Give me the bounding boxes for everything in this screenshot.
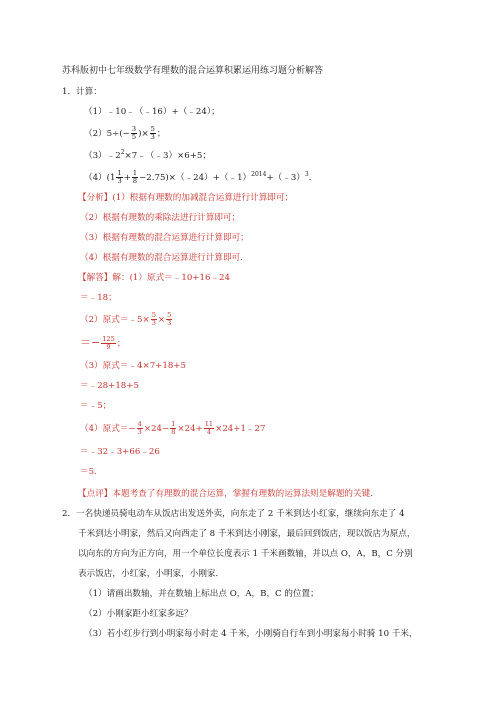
analysis-line-1: 【分析】(1）根据有理数的加减混合运算进行计算即可； bbox=[78, 193, 294, 203]
analysis-line-3: （3）根据有理数的混合运算进行计算即可； bbox=[80, 233, 249, 243]
q1-item-2: （2）5÷(− $\frac{3}{5}$ )× $\frac{5}{3}$ ； bbox=[84, 125, 166, 141]
fraction: $\frac{125}{9}$ bbox=[102, 335, 115, 351]
fraction: $\frac{1}{3}$ bbox=[117, 169, 122, 185]
question-2-part-3: （3）若小红步行到小明家每小时走 4 千米，小刚骑自行车到小明家每小时骑 10 千米， bbox=[84, 629, 418, 639]
comment-line: 【点评】本题考查了有理数的混合运算，掌握有理数的运算法则是解题的关键． bbox=[78, 489, 379, 499]
q1-item-3: $(3)﹣2^2\times 7﹣(﹣3)\times 6+5$； bbox=[84, 149, 211, 161]
analysis-line-2: （2）根据有理数的乘除法进行计算即可； bbox=[80, 213, 241, 223]
solution-line-2: ＝﹣18； bbox=[80, 293, 117, 303]
solution-line-5: （3）原式＝﹣4×7+18+5 bbox=[80, 361, 186, 371]
question-2-line-4: 表示饭店，小红家，小明家，小刚家． bbox=[78, 569, 225, 579]
q1-item-2-lead: （2）5÷(− bbox=[84, 129, 130, 139]
q1-item-1: （1）﹣10﹣（﹣16）+（﹣24）； bbox=[84, 107, 220, 117]
solution-line-9: ＝﹣32﹣3+66﹣26 bbox=[80, 447, 160, 457]
fraction: $\frac{3}{5}$ bbox=[131, 125, 137, 141]
question-2-line-2: 千米到达小明家，然后又向西走了 8 千米到达小刚家，最后回到饭店，现以饭店为原点， bbox=[78, 529, 416, 539]
fraction: $\frac{4}{3}$ bbox=[137, 420, 142, 436]
fraction: $\frac{11}{4}$ bbox=[204, 420, 214, 436]
solution-line-3: （2）原式＝﹣5× $\frac{5}{3}$ × $\frac{5}{3}$ bbox=[80, 311, 172, 327]
solution-line-10: ＝5． bbox=[80, 467, 103, 477]
document-title: 苏科版初中七年级数学有理数的混合运算积累运用练习题分析解答 bbox=[62, 66, 324, 76]
solution-line-4: ＝− $\frac{125}{9}$ ； bbox=[80, 335, 126, 351]
question-1-label: 1．计算： bbox=[62, 87, 102, 97]
solution-line-6: ＝﹣28+18+5 bbox=[80, 381, 139, 391]
question-2-line-1: 2．一名快递员骑电动车从饭店出发送外卖，向东走了 2 千米到达小红家，继续向东走了 4 bbox=[62, 509, 405, 519]
solution-line-1: 【解答】解：(1）原式＝﹣10+16﹣24 bbox=[78, 273, 230, 283]
question-2-line-3: 以向东的方向为正方向，用一个单位长度表示 1 千米画数轴，并以点 O，A，B，C 分别 bbox=[78, 549, 413, 559]
fraction: $\frac{5}{3}$ bbox=[151, 311, 156, 327]
analysis-line-4: （4）根据有理数的混合运算进行计算即可． bbox=[80, 253, 249, 263]
fraction: $\frac{5}{3}$ bbox=[167, 311, 172, 327]
question-2-part-2: （2）小刚家距小红家多远？ bbox=[84, 609, 193, 619]
solution-line-7: ＝﹣5； bbox=[80, 401, 112, 411]
fraction: $\frac{1}{8}$ bbox=[132, 169, 138, 185]
q1-item-4: （4）(1 $\frac{1}{3}$ + $\frac{1}{8}$ −2.75)×（﹣24）+（﹣1）$^{2014}$+（﹣3）$^3$． bbox=[84, 169, 318, 185]
fraction: $\frac{5}{3}$ bbox=[150, 125, 155, 141]
fraction: $\frac{1}{8}$ bbox=[171, 420, 176, 436]
solution-line-8: （4）原式＝− $\frac{4}{3}$ ×24− $\frac{1}{8}$ ×24+ $\frac{11}{4}$ ×24+1﹣27 bbox=[80, 420, 266, 436]
question-2-part-1: （1）请画出数轴，并在数轴上标出点 O，A，B，C 的位置； bbox=[84, 589, 319, 599]
